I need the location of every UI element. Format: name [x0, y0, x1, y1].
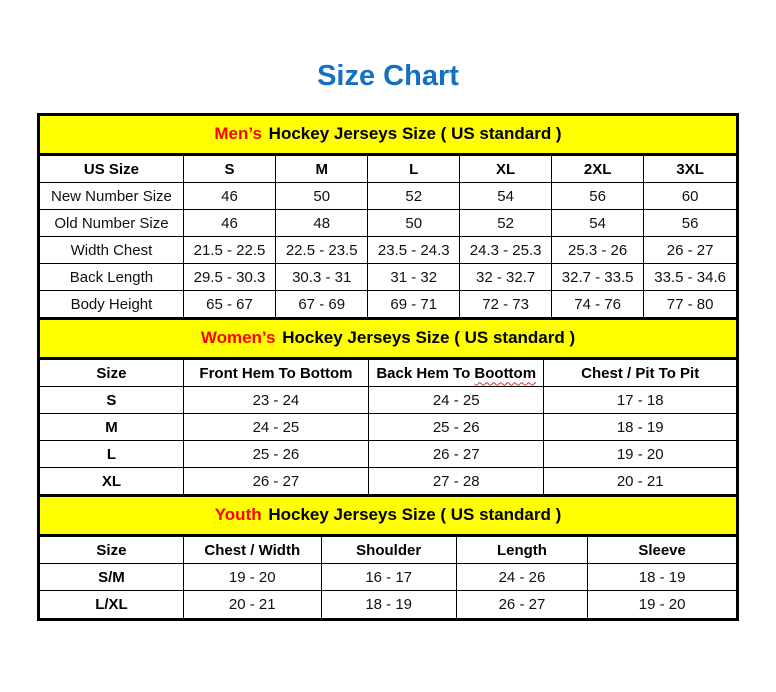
- table-cell: 74 - 76: [552, 291, 644, 318]
- column-header-cell: 2XL: [552, 156, 644, 183]
- table-row: [40, 414, 736, 441]
- column-header-cell: Front Hem To Bottom: [183, 360, 368, 387]
- table-cell: 54: [552, 210, 644, 237]
- table-cell: 23 - 24: [183, 387, 368, 414]
- youth-size-section: [40, 495, 736, 618]
- table-header-row: [40, 156, 736, 183]
- table-row: [40, 291, 736, 318]
- table-cell: 18 - 19: [544, 414, 736, 441]
- table-cell: Width Chest: [40, 237, 183, 264]
- column-header-cell: Length: [456, 537, 588, 564]
- table-cell: 60: [644, 183, 736, 210]
- table-cell: Back Length: [40, 264, 183, 291]
- table-cell: 24 - 25: [369, 387, 544, 414]
- table-cell: 17 - 18: [544, 387, 736, 414]
- table-cell: 77 - 80: [644, 291, 736, 318]
- column-header-cell: Sleeve: [588, 537, 736, 564]
- table-cell: 20 - 21: [183, 591, 321, 618]
- column-header-cell: Size: [40, 537, 183, 564]
- table-cell: 19 - 20: [544, 441, 736, 468]
- table-cell: 69 - 71: [368, 291, 460, 318]
- table-cell: 30.3 - 31: [276, 264, 368, 291]
- youth-section-header-accent: Youth: [214, 505, 262, 524]
- table-cell: 56: [644, 210, 736, 237]
- table-cell: Old Number Size: [40, 210, 183, 237]
- table-cell: 50: [276, 183, 368, 210]
- table-cell: 29.5 - 30.3: [183, 264, 275, 291]
- table-cell: 31 - 32: [368, 264, 460, 291]
- youth-section-header: [40, 495, 736, 536]
- table-row: [40, 441, 736, 468]
- column-header-cell: US Size: [40, 156, 183, 183]
- table-header-row: [40, 360, 736, 387]
- table-cell: 46: [183, 183, 275, 210]
- table-cell: 67 - 69: [276, 291, 368, 318]
- table-cell: XL: [40, 468, 183, 495]
- mens-size-section: [40, 116, 736, 318]
- youth-section-header-text: Hockey Jerseys Size ( US standard ): [268, 505, 562, 524]
- table-cell: M: [40, 414, 183, 441]
- column-header-cell: M: [276, 156, 368, 183]
- table-row: [40, 264, 736, 291]
- table-cell: 32 - 32.7: [460, 264, 552, 291]
- table-cell: 26 - 27: [644, 237, 736, 264]
- table-cell: 26 - 27: [183, 468, 368, 495]
- table-row: [40, 468, 736, 495]
- table-cell: L: [40, 441, 183, 468]
- table-cell: 50: [368, 210, 460, 237]
- table-cell: 18 - 19: [321, 591, 456, 618]
- table-cell: L/XL: [40, 591, 183, 618]
- column-header-cell: Back Hem To Boottom: [369, 360, 544, 387]
- table-cell: 20 - 21: [544, 468, 736, 495]
- womens-section-header-accent: Women’s: [200, 328, 276, 347]
- table-cell: New Number Size: [40, 183, 183, 210]
- column-header-cell: L: [368, 156, 460, 183]
- table-row: [40, 387, 736, 414]
- table-cell: 18 - 19: [588, 564, 736, 591]
- column-header-cell: S: [183, 156, 275, 183]
- table-cell: 23.5 - 24.3: [368, 237, 460, 264]
- table-cell: S/M: [40, 564, 183, 591]
- table-cell: 27 - 28: [369, 468, 544, 495]
- table-cell: 54: [460, 183, 552, 210]
- table-cell: 52: [368, 183, 460, 210]
- column-header-cell: Chest / Width: [183, 537, 321, 564]
- table-cell: 32.7 - 33.5: [552, 264, 644, 291]
- table-cell: 19 - 20: [183, 564, 321, 591]
- mens-section-header-accent: Men’s: [214, 124, 262, 143]
- column-header-cell: Chest / Pit To Pit: [544, 360, 736, 387]
- table-header-row: [40, 537, 736, 564]
- size-chart-table-group: [37, 113, 739, 621]
- table-row: [40, 210, 736, 237]
- youth-size-table: [40, 536, 736, 618]
- table-cell: 16 - 17: [321, 564, 456, 591]
- table-cell: S: [40, 387, 183, 414]
- table-cell: 24 - 26: [456, 564, 588, 591]
- table-cell: Body Height: [40, 291, 183, 318]
- table-cell: 19 - 20: [588, 591, 736, 618]
- column-header-cell: Size: [40, 360, 183, 387]
- womens-size-section: [40, 318, 736, 495]
- page-title: Size Chart: [317, 60, 459, 92]
- mens-size-table: [40, 155, 736, 318]
- table-cell: 46: [183, 210, 275, 237]
- table-cell: 33.5 - 34.6: [644, 264, 736, 291]
- table-cell: 22.5 - 23.5: [276, 237, 368, 264]
- table-row: [40, 591, 736, 618]
- table-row: [40, 237, 736, 264]
- column-header-cell: XL: [460, 156, 552, 183]
- table-cell: 52: [460, 210, 552, 237]
- table-cell: 65 - 67: [183, 291, 275, 318]
- table-row: [40, 564, 736, 591]
- womens-section-header-text: Hockey Jerseys Size ( US standard ): [282, 328, 576, 347]
- table-cell: 24.3 - 25.3: [460, 237, 552, 264]
- table-cell: 56: [552, 183, 644, 210]
- table-cell: 26 - 27: [456, 591, 588, 618]
- table-cell: 26 - 27: [369, 441, 544, 468]
- column-header-cell: 3XL: [644, 156, 736, 183]
- mens-section-header: [40, 116, 736, 155]
- table-cell: 25.3 - 26: [552, 237, 644, 264]
- table-cell: 25 - 26: [369, 414, 544, 441]
- table-cell: 25 - 26: [183, 441, 368, 468]
- mens-section-header-text: Hockey Jerseys Size ( US standard ): [268, 124, 562, 143]
- table-row: [40, 183, 736, 210]
- misspelled-word: Boottom: [474, 364, 537, 382]
- table-cell: 24 - 25: [183, 414, 368, 441]
- table-cell: 48: [276, 210, 368, 237]
- table-cell: 72 - 73: [460, 291, 552, 318]
- column-header-cell: Shoulder: [321, 537, 456, 564]
- womens-section-header: [40, 318, 736, 359]
- table-cell: 21.5 - 22.5: [183, 237, 275, 264]
- womens-size-table: [40, 359, 736, 495]
